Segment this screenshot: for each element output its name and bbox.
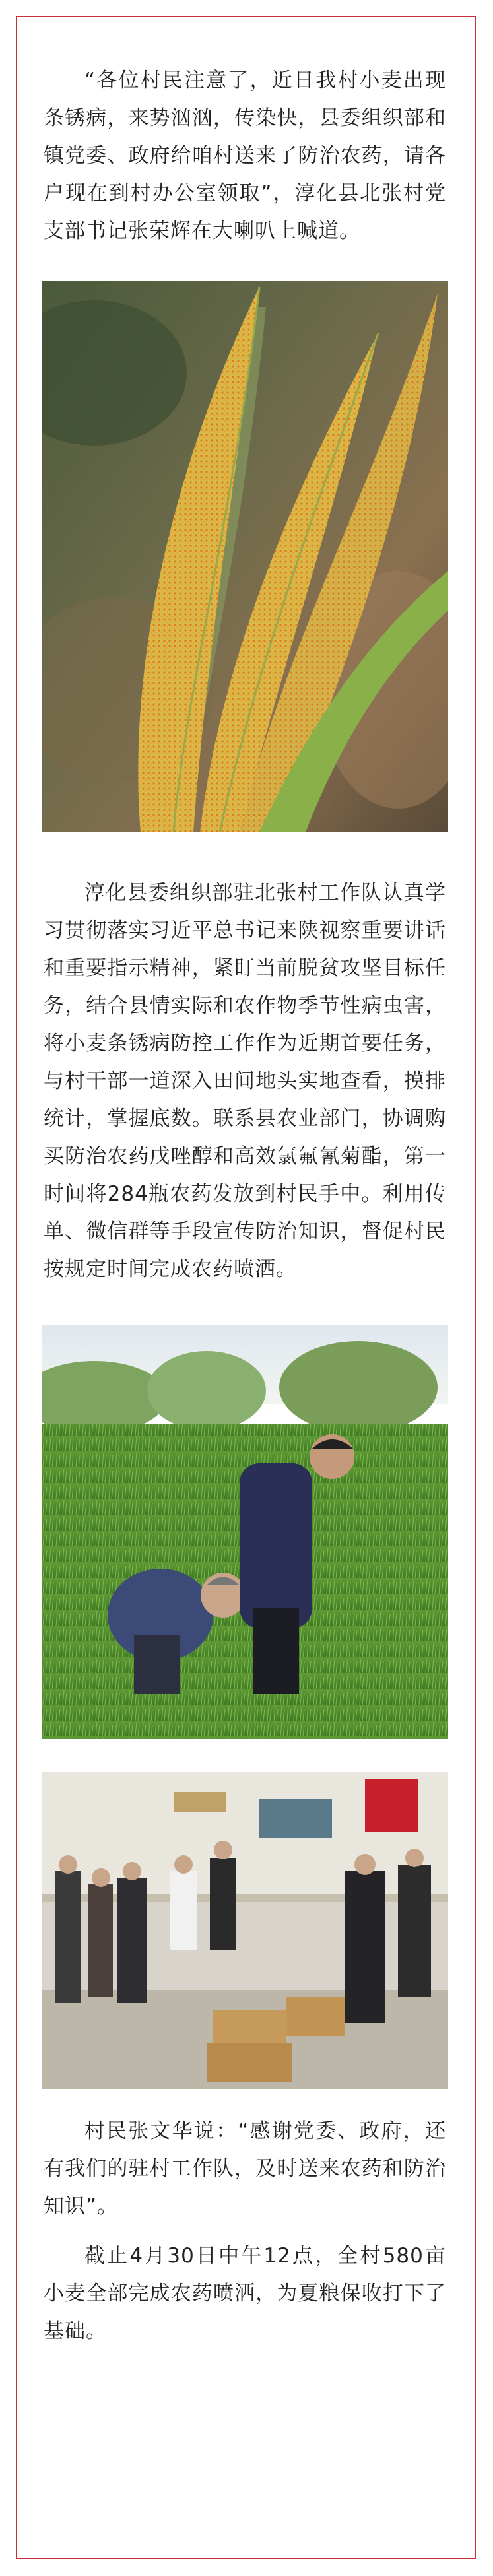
paragraph-conclusion: 截止4月30日中午12点，全村580亩小麦全部完成农药喷洒，为夏粮保收打下了基础。: [44, 2244, 446, 2343]
paragraph-villager-quote: 村民张文华说：“感谢党委、政府，还有我们的驻村工作队，及时送来农药和防治知识”。: [44, 2119, 446, 2218]
paragraph-work-team: 淳化县委组织部驻北张村工作队认真学习贯彻落实习近平总书记来陕视察重要讲话和重要指示精神，紧盯当前脱贫攻坚目标任务，结合县情实际和农作物季节性病虫害，将小麦条锈病防控工作作为近期首要任务，与村干部一道深入田间地头实地查看，摸排统计，掌握底数。联系县农业部门，协调购买防治农药戊唑醇和高效氯氟氰菊酯，第一时间将284瓶农药发放到村民手中。利用传单、微信群等手段宣传防治知识，督促村民按规定时间完成农药喷洒。: [44, 881, 446, 1281]
article-content: [44, 44, 446, 2350]
photo-field-inspection: [42, 1325, 448, 1739]
photo-pesticide-distribution: [42, 1772, 448, 2089]
paragraph-intro: “各位村民注意了，近日我村小麦出现条锈病，来势汹汹，传染快，县委组织部和镇党委、政府给咱村送来了防治农药，请各户现在到村办公室领取”，淳化县北张村党支部书记张荣辉在大喇叭上喊道。: [44, 69, 446, 243]
article-frame: [16, 16, 476, 2559]
photo-wheat-rust-closeup: [42, 281, 448, 832]
